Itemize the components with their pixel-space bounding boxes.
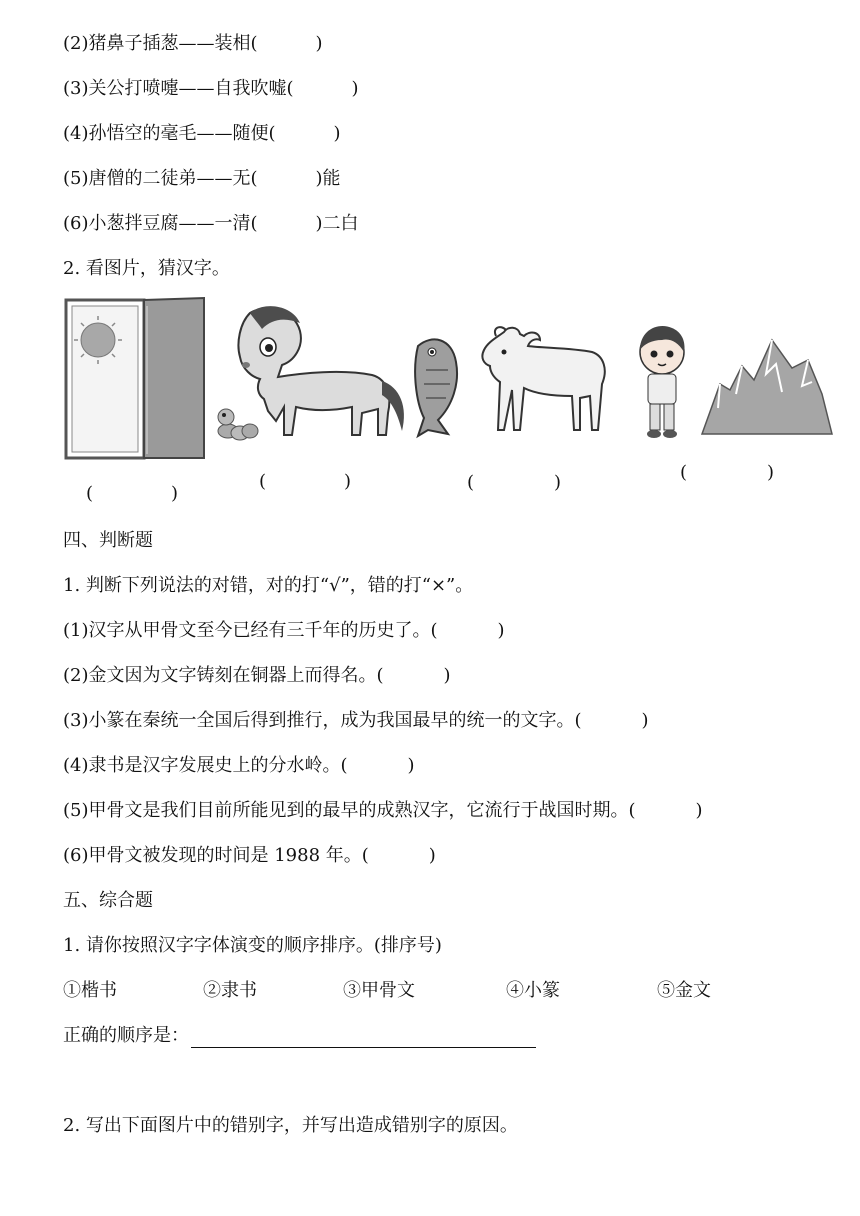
idiom-item-4 <box>63 122 341 146</box>
idiom-item-6 <box>63 212 359 236</box>
order-options <box>63 979 803 1003</box>
judge-item-5: (5)甲骨文是我们目前所能见到的最早的成熟汉字，它流行于战国时期。( ) <box>63 800 703 821</box>
idiom-item-text: (6)小葱拌豆腐——一清( <box>63 213 258 234</box>
judge-item-4: (4)隶书是汉字发展史上的分水岭。( ) <box>63 755 415 776</box>
idiom-item-2 <box>63 32 323 56</box>
judge-item-6: (6)甲骨文被发现的时间是 1988 年。( ) <box>63 845 436 866</box>
idiom-item-text: (3)关公打喷嚏——自我吹嘘( <box>63 78 294 99</box>
option-jinwen: ⑤金文 <box>657 980 711 1001</box>
question-2-title: 2. 看图片，猜汉字。 <box>63 258 230 279</box>
picture-answer-1[interactable]: ( ) <box>86 483 179 504</box>
judge-item-3: (3)小篆在秦统一全国后得到推行，成为我国最早的统一的文字。( ) <box>63 710 649 731</box>
picture-answer-3[interactable]: ( ) <box>467 472 562 493</box>
idiom-item-text: (5)唐僧的二徒弟——无( <box>63 168 258 189</box>
judge-item-2: (2)金文因为文字铸刻在铜器上而得名。( ) <box>63 665 451 686</box>
section-4-instruction: 1. 判断下列说法的对错，对的打“√”，错的打“×”。 <box>63 575 474 596</box>
answer-underline[interactable] <box>191 1027 536 1048</box>
goat-icon <box>482 327 604 430</box>
idiom-item-tail: ) <box>333 123 341 144</box>
idiom-item-tail: )二白 <box>315 213 359 234</box>
idiom-item-tail: )能 <box>315 168 341 189</box>
section-5-heading: 五、综合题 <box>63 890 153 911</box>
sun-icon <box>74 316 122 364</box>
section-4-heading: 四、判断题 <box>63 530 153 551</box>
idiom-item-tail: ) <box>351 78 359 99</box>
picture-answer-2[interactable]: ( ) <box>259 471 352 492</box>
picture-answer-4[interactable]: ( ) <box>680 462 775 483</box>
idiom-item-text: (4)孙悟空的毫毛——随便( <box>63 123 276 144</box>
idiom-item-5 <box>63 167 341 191</box>
judge-item-1: (1)汉字从甲骨文至今已经有三千年的历史了。( ) <box>63 620 505 641</box>
fish-icon <box>415 339 457 436</box>
worm-icon <box>218 409 258 440</box>
section-5-question-2: 2. 写出下面图片中的错别字，并写出造成错别字的原因。 <box>63 1115 518 1136</box>
horse-icon <box>238 306 404 435</box>
idiom-item-3 <box>63 77 359 101</box>
option-xiaozhuan: ④小篆 <box>506 980 560 1001</box>
worm-horse-picture <box>212 303 412 445</box>
mountain-icon <box>702 340 832 434</box>
fish-goat-picture <box>412 326 612 444</box>
door-sun-picture <box>62 296 210 464</box>
option-lishu: ②隶书 <box>203 980 257 1001</box>
boy-mountain-picture <box>632 324 836 442</box>
section-5-question-1: 1. 请你按照汉字字体演变的顺序排序。(排序号) <box>63 935 442 956</box>
answer-label: 正确的顺序是： <box>63 1025 189 1046</box>
boy-icon <box>640 326 685 438</box>
option-kaishu: ①楷书 <box>63 980 117 1001</box>
idiom-item-tail: ) <box>315 33 323 54</box>
idiom-item-text: (2)猪鼻子插葱——装相( <box>63 33 258 54</box>
option-jiaguwen: ③甲骨文 <box>343 980 415 1001</box>
answer-line-row <box>63 1024 536 1048</box>
